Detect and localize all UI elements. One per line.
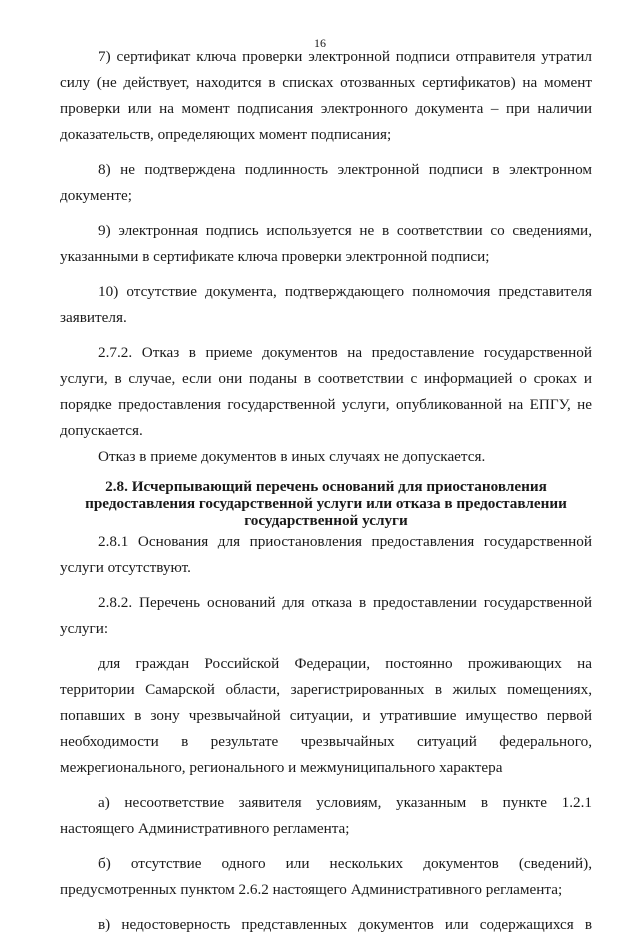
paragraph-item-b: б) отсутствие одного или нескольких документов (сведений), предусмотренных пунктом 2.6.2 настоящего Административного регламента; [60,855,592,898]
section-heading-2-8 [60,478,592,529]
paragraph-2-8-1: 2.8.1 Основания для приостановления предоставления государственной услуги отсутствуют. [60,533,592,576]
paragraph-item-8: 8) не подтверждена подлинность электронной подписи в электронном документе; [60,161,592,204]
paragraph-refusal-other: Отказ в приеме документов в иных случаях не допускается. [98,448,486,465]
section-heading-line-1: 2.8. Исчерпывающий перечень оснований для приостановления [105,478,547,495]
paragraph-2-7-2: 2.7.2. Отказ в приеме документов на предоставление государственной услуги, в случае, если они поданы в соответствии с информацией о сроках и порядке предоставления государственной услуги, опубликованной на ЕПГУ, не допускается. [60,344,592,439]
paragraph-2-8-2: 2.8.2. Перечень оснований для отказа в предоставлении государственной услуги: [60,594,592,637]
paragraph-item-7: 7) сертификат ключа проверки электронной подписи отправителя утратил силу (не действует, находится в списках отозванных сертификатов) на момент проверки или на момент подписания электронного документа – при наличии доказательств, определяющих момент подписания; [60,48,592,143]
paragraph-item-9: 9) электронная подпись используется не в соответствии со сведениями, указанными в сертификате ключа проверки электронной подписи; [60,222,592,265]
section-heading-line-2: предоставления государственной услуги или отказа в предоставлении [85,495,567,512]
paragraph-item-a: а) несоответствие заявителя условиям, указанным в пункте 1.2.1 настоящего Административного регламента; [60,794,592,837]
paragraph-item-v: в) недостоверность представленных документов или содержащихся в [98,916,592,933]
section-heading-line-3: государственной услуги [244,512,408,529]
page-number: 16 [314,36,326,50]
document-body [60,44,592,938]
paragraph-citizens: для граждан Российской Федерации, постоянно проживающих на территории Самарской области, зарегистрированных в жилых помещениях, попавших в зону чрезвычайной ситуации, и утратившие имущество первой необходимости в результате чрезвычайных ситуаций федерального, межрегионального, регионального и межмуниципального характера [60,655,592,776]
paragraph-item-10: 10) отсутствие документа, подтверждающего полномочия представителя заявителя. [60,283,592,326]
